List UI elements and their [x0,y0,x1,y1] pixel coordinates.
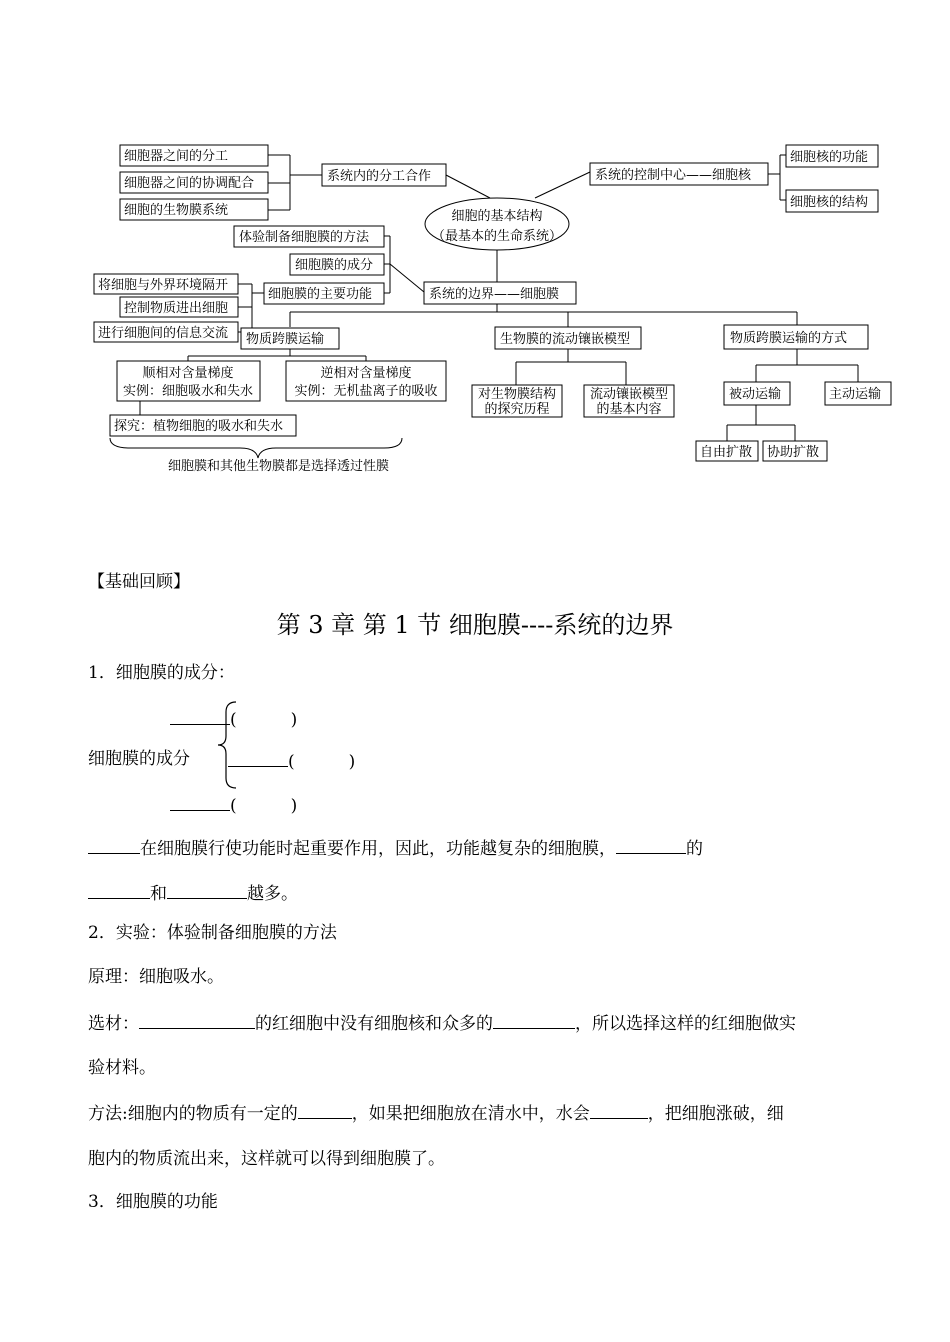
node-bianjie [424,282,576,304]
node-kongzhi [590,163,768,185]
node-ni [286,361,446,401]
svg-text:对生物膜结构: 对生物膜结构 [477,387,557,402]
svg-text:进行细胞间的信息交流: 进行细胞间的信息交流 [98,326,229,341]
node-shun [117,361,260,401]
svg-text:系统的控制中心——细胞核: 系统的控制中心——细胞核 [595,168,752,183]
blank[interactable] [167,880,247,899]
svg-text:系统内的分工合作: 系统内的分工合作 [327,169,432,184]
component-label: 细胞膜的成分 [88,749,190,769]
blank[interactable] [170,792,230,811]
blank[interactable] [616,835,686,854]
svg-text:细胞器之间的分工: 细胞器之间的分工 [124,149,229,164]
svg-text:被动运输: 被动运输 [729,387,782,402]
svg-text:探究：植物细胞的吸水和失水: 探究：植物细胞的吸水和失水 [114,419,284,434]
svg-text:实例：细胞吸水和失水: 实例：细胞吸水和失水 [122,384,254,399]
component-row-3: ( ) [170,792,297,817]
node-left2 [120,172,268,193]
node-hexin2 [786,190,878,212]
node-center [425,198,569,250]
node-tanjiu [110,415,296,436]
blank[interactable] [298,1100,352,1119]
node-left3 [120,199,268,220]
material-line-2: 验材料。 [88,1058,156,1078]
svg-text:顺相对含量梯度: 顺相对含量梯度 [142,366,234,381]
svg-text:细胞膜的主要功能: 细胞膜的主要功能 [268,287,373,302]
xuanze-caption: 细胞膜和其他生物膜都是选择透过性膜 [168,459,390,474]
node-left1 [120,145,268,166]
blank[interactable] [88,835,140,854]
node-gongneng [264,283,384,304]
svg-text:细胞器之间的协调配合: 细胞器之间的协调配合 [124,176,255,191]
node-hexin1 [786,145,878,167]
blank[interactable] [590,1100,648,1119]
svg-text:细胞核的功能: 细胞核的功能 [790,150,869,165]
brace [216,700,238,790]
node-tiyan [234,226,384,247]
blank[interactable] [139,1010,255,1029]
node-func2 [120,297,238,317]
method-line-2: 胞内的物质流出来，这样就可以得到细胞膜了。 [88,1149,445,1169]
node-func3 [94,322,238,342]
node-chengfen [290,254,384,275]
q1-heading: 1．细胞膜的成分： [88,663,235,683]
svg-text:体验制备细胞膜的方法: 体验制备细胞膜的方法 [239,230,370,245]
svg-text:生物膜的流动镶嵌模型: 生物膜的流动镶嵌模型 [500,332,631,347]
svg-text:物质跨膜运输: 物质跨膜运输 [246,332,325,347]
svg-text:主动运输: 主动运输 [829,387,882,402]
node-fangshi [724,325,868,349]
svg-text:流动镶嵌模型: 流动镶嵌模型 [589,387,669,402]
svg-text:的探究历程: 的探究历程 [484,402,550,417]
node-neirong [584,385,674,417]
method-line-1: 方法:细胞内的物质有一定的 ，如果把细胞放在清水中，水会 ，把细胞涨破，细 [88,1100,784,1125]
sentence-2: 和 越多。 [88,880,298,905]
svg-text:自由扩散: 自由扩散 [700,445,753,460]
node-zhudong [825,382,891,405]
component-row-2: ( ) [228,748,355,773]
node-moxing [495,327,641,349]
page-title: 第 3 章 第 1 节 细胞膜----系统的边界 [276,611,674,639]
review-heading: 【基础回顾】 [88,572,190,592]
svg-text:（最基本的生命系统）: （最基本的生命系统） [431,229,563,244]
svg-text:细胞的生物膜系统: 细胞的生物膜系统 [124,203,229,218]
node-func1 [94,274,238,294]
principle: 原理：细胞吸水。 [88,967,224,987]
node-wuzhi [241,328,339,349]
svg-text:系统的边界——细胞膜: 系统的边界——细胞膜 [429,287,560,302]
svg-text:将细胞与外界环境隔开: 将细胞与外界环境隔开 [98,278,229,293]
component-row-1: ( ) [170,706,297,731]
blank[interactable] [493,1010,575,1029]
svg-text:逆相对含量梯度: 逆相对含量梯度 [320,366,412,381]
node-fengong [322,164,446,186]
svg-text:细胞膜的成分: 细胞膜的成分 [295,258,374,273]
node-ziyou [696,441,758,461]
node-licheng [472,385,562,417]
node-xiezhu [763,441,827,461]
svg-text:物质跨膜运输的方式: 物质跨膜运输的方式 [730,331,848,346]
blank[interactable] [228,748,288,767]
svg-text:的基本内容: 的基本内容 [596,402,662,417]
blank[interactable] [88,880,150,899]
svg-text:实例：无机盐离子的吸收: 实例：无机盐离子的吸收 [294,384,438,399]
node-beidong [724,382,790,405]
svg-text:控制物质进出细胞: 控制物质进出细胞 [124,301,229,316]
svg-text:细胞核的结构: 细胞核的结构 [790,195,869,210]
q3-heading: 3．细胞膜的功能 [88,1192,218,1212]
concept-map [0,0,950,500]
svg-text:细胞的基本结构: 细胞的基本结构 [451,209,543,224]
material-line-1: 选材： 的红细胞中没有细胞核和众多的 ，所以选择这样的红细胞做实 [88,1010,796,1035]
q2-heading: 2．实验：体验制备细胞膜的方法 [88,923,337,943]
svg-text:协助扩散: 协助扩散 [767,445,820,460]
sentence-1: 在细胞膜行使功能时起重要作用，因此，功能越复杂的细胞膜， 的 [88,835,703,860]
